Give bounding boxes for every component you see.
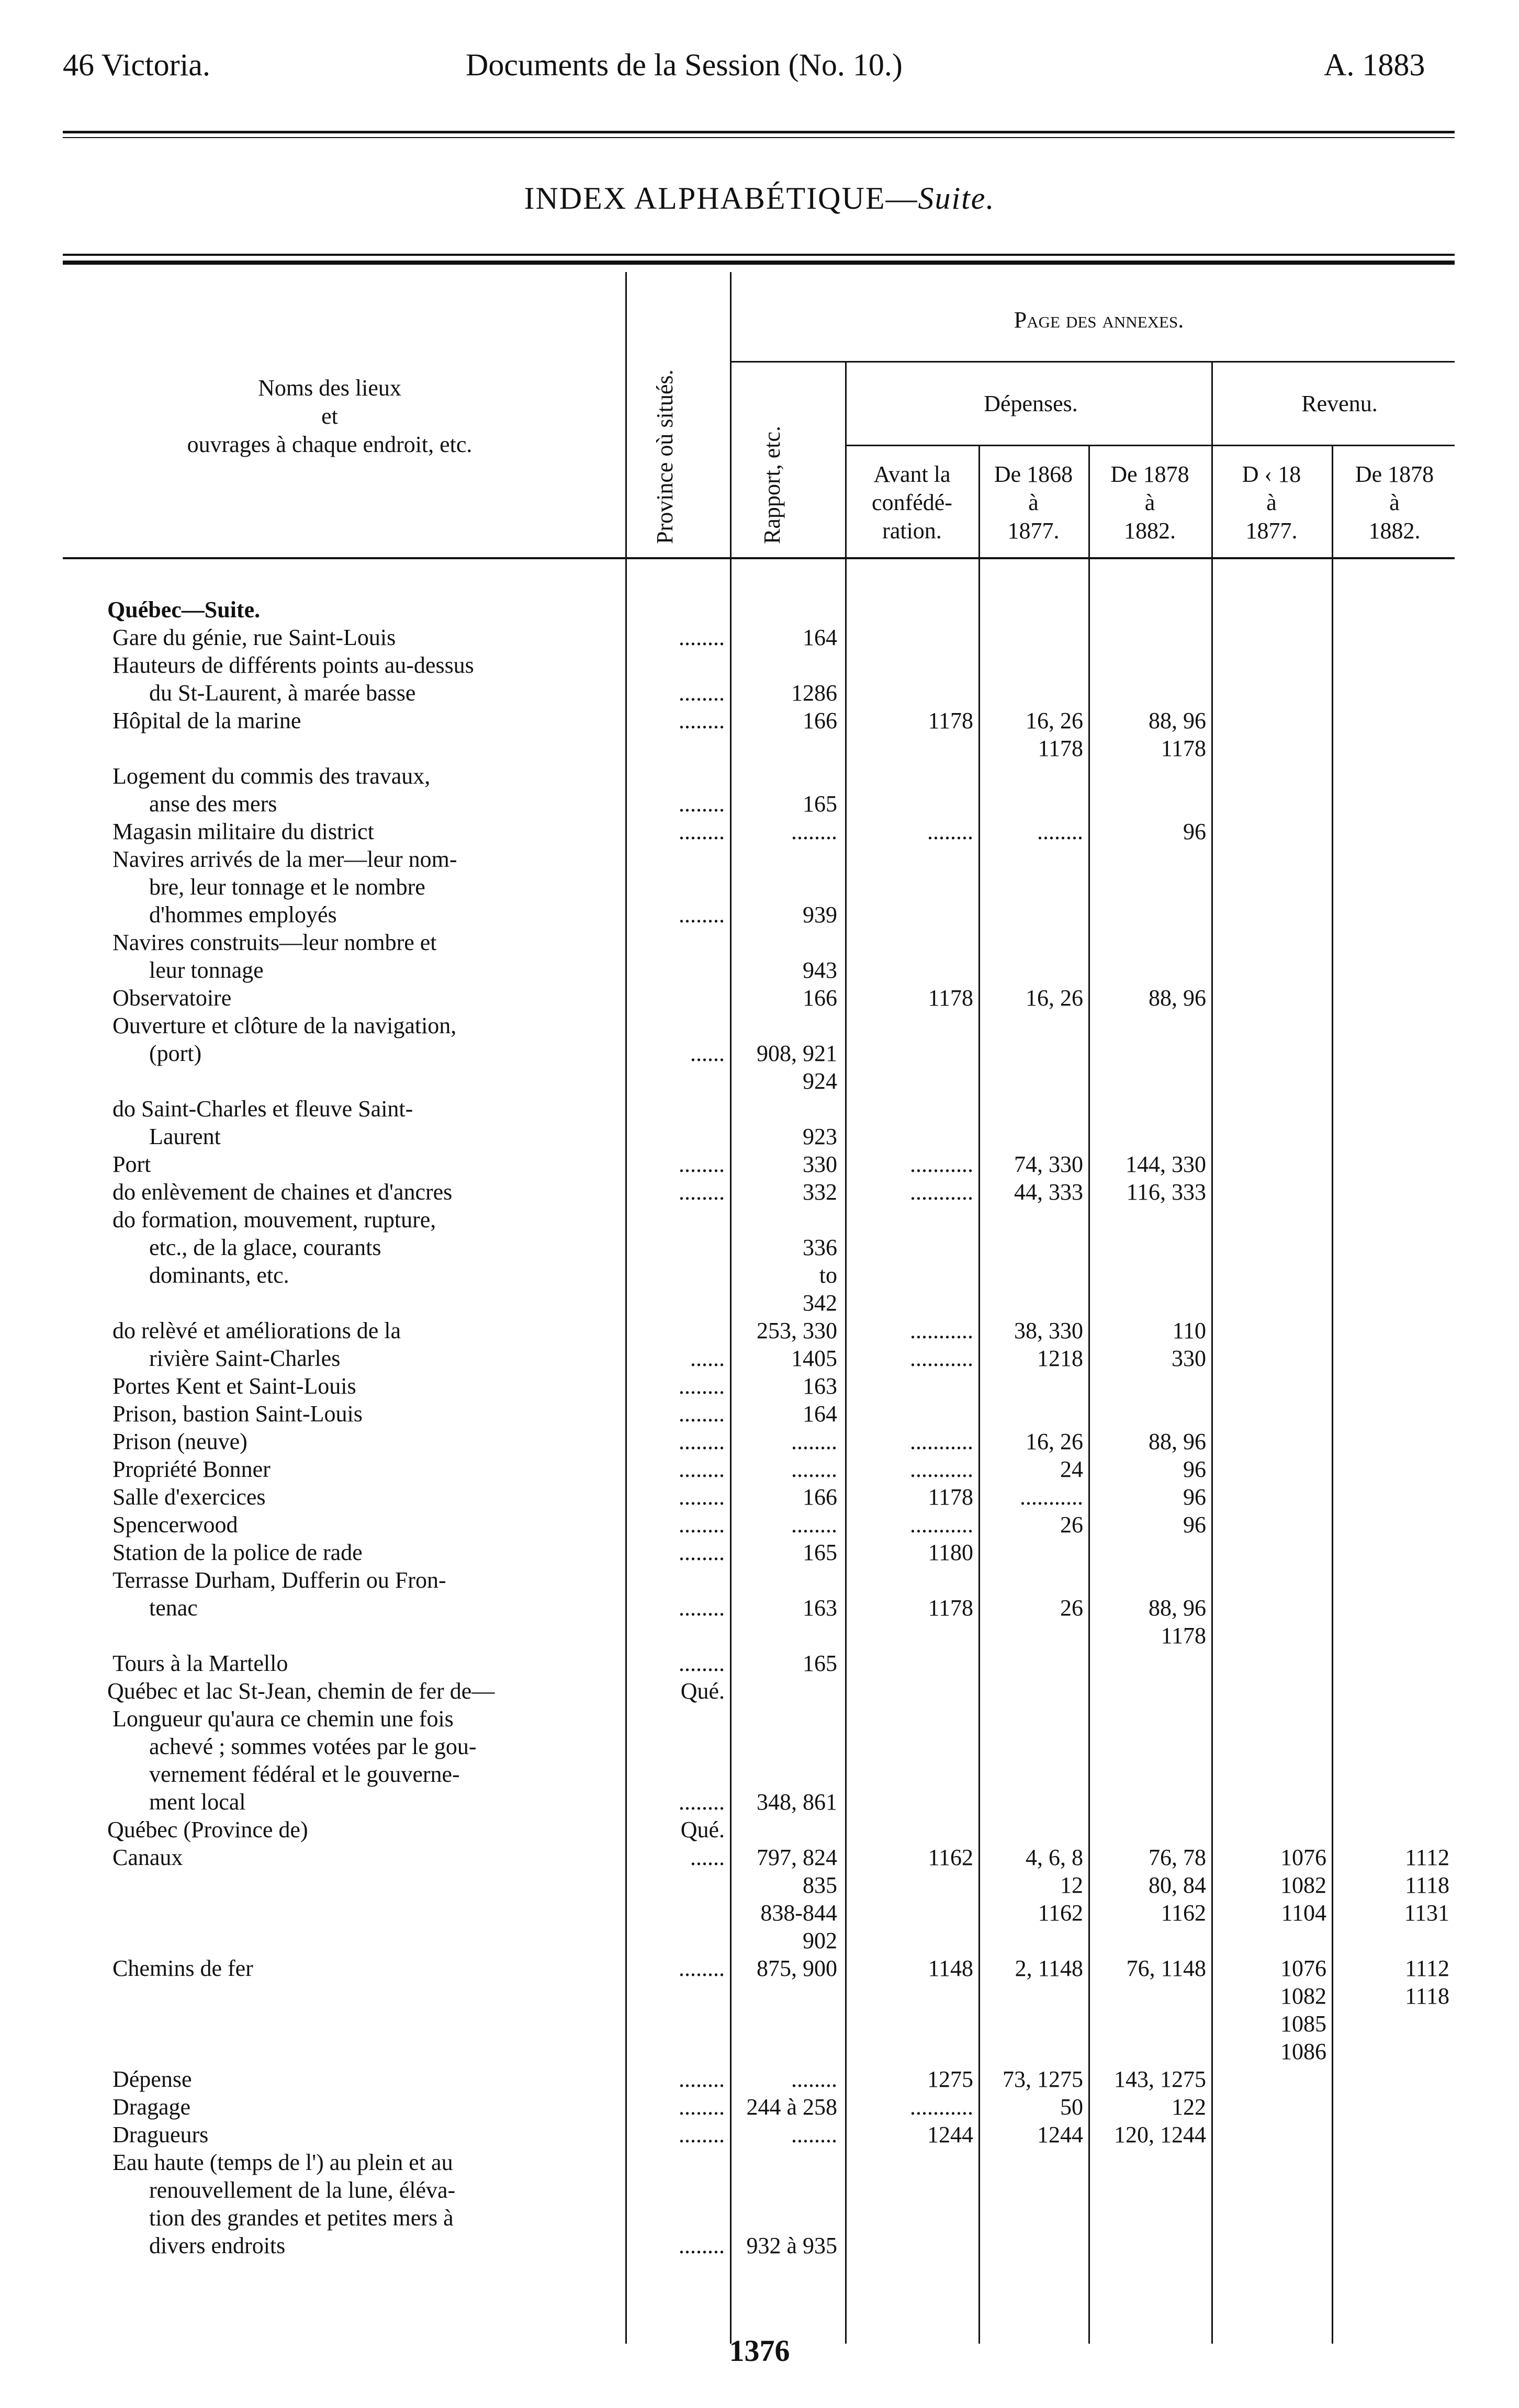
entry-name: Canaux <box>112 1845 183 1870</box>
entry-name: do Saint-Charles et fleuve Saint- <box>112 1096 413 1122</box>
cell-a: 1244 <box>927 2122 973 2147</box>
cell-v2: 1112 <box>1405 1955 1449 1981</box>
cell-d2: 96 <box>1183 1456 1206 1482</box>
entry-name: Navires construits—leur nombre et <box>112 930 437 955</box>
cell-v1: 1104 <box>1281 1900 1326 1926</box>
cell-v1: 1082 <box>1280 1872 1326 1898</box>
col-names-header <box>68 374 591 459</box>
cell-p: ........ <box>679 1512 725 1537</box>
cell-d2: 1178 <box>1161 736 1206 761</box>
col-page-annexes-header: Page des annexes. <box>1014 307 1184 333</box>
cell-p: ........ <box>679 1540 725 1565</box>
cell-p: ...... <box>690 1845 725 1870</box>
col-divider-1 <box>625 272 627 2344</box>
cell-r: 165 <box>803 791 837 817</box>
entry-name: Laurent <box>149 1124 221 1149</box>
cell-p: ........ <box>679 1429 725 1454</box>
cell-p: ........ <box>679 625 725 650</box>
cell-r: 166 <box>803 985 837 1011</box>
cell-p: ........ <box>679 1456 725 1482</box>
entry-heading: Québec—Suite. <box>107 597 261 623</box>
entry-name: Tours à la Martello <box>112 1650 288 1676</box>
entry-name: rivière Saint-Charles <box>149 1346 341 1371</box>
entry-name: Chemins de fer <box>112 1955 253 1981</box>
cell-r: 164 <box>803 1401 837 1427</box>
cell-d2: 96 <box>1183 819 1206 844</box>
cell-d2: 144, 330 <box>1126 1151 1206 1177</box>
col-rev1878-l2: à <box>1389 490 1400 515</box>
cell-d2: 88, 96 <box>1149 1429 1206 1454</box>
cell-d1: ........ <box>1037 819 1083 844</box>
cell-d1: 16, 26 <box>1026 985 1083 1011</box>
cell-v2: 1118 <box>1405 1872 1449 1898</box>
col-divider-5 <box>1088 445 1090 2344</box>
col-divider-7 <box>1332 445 1333 2344</box>
header-center: Documents de la Session (No. 10.) <box>466 48 903 82</box>
cell-r: 1286 <box>791 680 837 706</box>
cell-p: ........ <box>679 1650 725 1676</box>
cell-a: 1178 <box>928 708 973 733</box>
cell-a: ........... <box>910 1179 973 1205</box>
cell-d1: 16, 26 <box>1026 1429 1083 1454</box>
cell-r: ........ <box>791 1456 837 1482</box>
cell-d2: 88, 96 <box>1149 708 1206 733</box>
cell-p: ........ <box>679 1955 725 1981</box>
col-dep1868-l2: à <box>1028 490 1039 515</box>
cell-a: 1275 <box>927 2066 973 2092</box>
entry-name: ment local <box>149 1789 246 1815</box>
entry-name: d'hommes employés <box>149 902 337 928</box>
cell-d1: 12 <box>1060 1872 1083 1898</box>
entry-name: Eau haute (temps de l') au plein et au <box>112 2150 453 2175</box>
entry-name: anse des mers <box>149 791 277 817</box>
col-rev1878-header <box>1334 460 1455 545</box>
entry-name: leur tonnage <box>149 957 264 983</box>
entry-name: Hôpital de la marine <box>112 708 301 733</box>
cell-d1: 44, 333 <box>1014 1179 1083 1205</box>
col-rev1878-l3: 1882. <box>1368 518 1421 544</box>
cell-r: 838-844 <box>760 1900 837 1926</box>
col-rev1878-l1: De 1878 <box>1355 461 1434 487</box>
cell-r: ........ <box>791 2122 837 2147</box>
cell-a: 1178 <box>928 1484 973 1510</box>
col-divider-6 <box>1211 361 1213 2344</box>
cell-p: ........ <box>679 708 725 733</box>
cell-r: 342 <box>803 1290 837 1316</box>
cell-d2: 76, 1148 <box>1126 1955 1206 1981</box>
cell-d1: 1178 <box>1038 736 1083 761</box>
cell-r: 165 <box>803 1540 837 1565</box>
cell-d2: 88, 96 <box>1149 985 1206 1011</box>
cell-d1: 16, 26 <box>1026 708 1083 733</box>
header-left: 46 Victoria. <box>63 48 210 82</box>
cell-d1: 50 <box>1060 2094 1083 2120</box>
cell-r: 165 <box>803 1650 837 1676</box>
cell-r: 923 <box>803 1124 837 1149</box>
entry-name: Portes Kent et Saint-Louis <box>112 1373 356 1399</box>
cell-r: 1405 <box>791 1346 837 1371</box>
cell-r: 908, 921 <box>757 1041 837 1066</box>
cell-v1: 1076 <box>1280 1845 1326 1870</box>
cell-d2: 120, 1244 <box>1114 2122 1206 2147</box>
col-dep1868-header <box>981 460 1086 545</box>
entry-name: tion des grandes et petites mers à <box>149 2205 454 2231</box>
title-main: INDEX ALPHABÉTIQUE— <box>524 181 918 216</box>
cell-d2: 122 <box>1172 2094 1206 2120</box>
cell-r: ........ <box>791 819 837 844</box>
cell-v1: 1076 <box>1280 1955 1326 1981</box>
cell-a: ........... <box>910 1318 973 1343</box>
entry-name: Dragage <box>112 2094 191 2120</box>
cell-r: 166 <box>803 708 837 733</box>
cell-d1: 26 <box>1060 1595 1083 1621</box>
entry-name: Observatoire <box>112 985 232 1011</box>
cell-a: 1180 <box>928 1540 973 1565</box>
cell-a: ........ <box>927 819 973 844</box>
entry-name: renouvellement de la lune, éléva- <box>149 2177 456 2203</box>
cell-v2: 1131 <box>1404 1900 1449 1926</box>
cell-p: ........ <box>679 1179 725 1205</box>
cell-a: ........... <box>910 1456 973 1482</box>
cell-v1: 1085 <box>1280 2011 1326 2037</box>
cell-d1: 74, 330 <box>1014 1151 1083 1177</box>
col-divider-2 <box>730 272 732 2344</box>
cell-p: ........ <box>679 819 725 844</box>
entry-name: (port) <box>149 1041 202 1066</box>
col-divider-4 <box>978 445 980 2344</box>
entry-name: vernement fédéral et le gouverne- <box>149 1761 460 1787</box>
page-number: 1376 <box>729 2334 790 2368</box>
col-names-line3: ouvrages à chaque endroit, etc. <box>187 432 472 457</box>
entry-name: dominants, etc. <box>149 1262 289 1288</box>
cell-p: ...... <box>690 1041 725 1066</box>
page-title <box>0 180 1519 217</box>
col-rev1868-l1: D ‹ 18 <box>1242 461 1301 487</box>
header-rule <box>63 131 1455 133</box>
cell-r: 924 <box>803 1068 837 1094</box>
entry-name: do enlèvement de chaines et d'ancres <box>112 1179 453 1205</box>
cell-d1: ........... <box>1020 1484 1083 1510</box>
col-avant-l2: confédé- <box>872 490 952 515</box>
cell-p: ........ <box>679 1789 725 1815</box>
entry-name: Salle d'exercices <box>112 1484 266 1510</box>
entry-name: tenac <box>149 1595 198 1621</box>
cell-r: 348, 861 <box>757 1789 837 1815</box>
col-rev1868-l3: 1877. <box>1245 518 1298 544</box>
entry-name: Prison (neuve) <box>112 1429 247 1454</box>
cell-a: 1178 <box>928 985 973 1011</box>
header-rule-thin <box>63 137 1455 138</box>
entry-name: divers endroits <box>149 2233 286 2258</box>
col-dep1878-l1: De 1878 <box>1110 461 1189 487</box>
entry-name: Gare du génie, rue Saint-Louis <box>112 625 396 650</box>
entry-name: Dépense <box>112 2066 192 2092</box>
col-depenses-header: Dépenses. <box>984 391 1078 416</box>
cell-r: 166 <box>803 1484 837 1510</box>
cell-r: 943 <box>803 957 837 983</box>
col-dep1878-l3: 1882. <box>1124 518 1176 544</box>
cell-d1: 1218 <box>1037 1346 1083 1371</box>
col-avant-l3: ration. <box>882 518 942 544</box>
cell-r: ........ <box>791 1512 837 1537</box>
cell-p: ........ <box>679 1595 725 1621</box>
cell-v1: 1082 <box>1280 1983 1326 2009</box>
cell-v1: 1086 <box>1280 2039 1326 2064</box>
cell-r: 932 à 935 <box>746 2233 837 2258</box>
cell-p: ........ <box>679 2122 725 2147</box>
cell-r: 797, 824 <box>757 1845 837 1870</box>
entry-name: Propriété Bonner <box>112 1456 271 1482</box>
col-dep1868-l3: 1877. <box>1007 518 1060 544</box>
entry-heading: Québec (Province de) <box>107 1817 308 1842</box>
col-names-line2: et <box>321 403 338 429</box>
cell-r: 875, 900 <box>757 1955 837 1981</box>
cell-r: 902 <box>803 1928 837 1953</box>
entry-name: Dragueurs <box>112 2122 209 2147</box>
header-right: A. 1883 <box>1324 48 1425 82</box>
cell-v2: 1118 <box>1405 1983 1449 2009</box>
cell-p: ........ <box>679 791 725 817</box>
header-divider-sub <box>847 445 1455 446</box>
entry-name: Ouverture et clôture de la navigation, <box>112 1013 457 1038</box>
cell-a: ........... <box>910 2094 973 2120</box>
entry-name: Navires arrivés de la mer—leur nom- <box>112 846 457 872</box>
cell-r: 163 <box>803 1595 837 1621</box>
title-italic: Suite. <box>918 181 995 216</box>
entry-name: Hauteurs de différents points au-dessus <box>112 652 474 678</box>
cell-d2: 88, 96 <box>1149 1595 1206 1621</box>
entry-name: Longueur qu'aura ce chemin une fois <box>112 1706 454 1732</box>
entry-name: Port <box>112 1151 151 1177</box>
cell-p: ........ <box>679 1401 725 1427</box>
entry-name: Prison, bastion Saint-Louis <box>112 1401 363 1427</box>
cell-r: 332 <box>803 1179 837 1205</box>
col-rev1868-l2: à <box>1266 490 1277 515</box>
cell-d2: 76, 78 <box>1149 1845 1206 1870</box>
cell-v2: 1112 <box>1405 1845 1449 1870</box>
cell-a: 1148 <box>928 1955 973 1981</box>
cell-d1: 26 <box>1060 1512 1083 1537</box>
cell-d2: 330 <box>1172 1346 1206 1371</box>
cell-p: ........ <box>679 1484 725 1510</box>
entry-name: Spencerwood <box>112 1512 238 1537</box>
cell-r: 939 <box>803 902 837 928</box>
cell-r: to <box>819 1262 837 1288</box>
col-revenu-header: Revenu. <box>1301 391 1378 416</box>
cell-a: ........... <box>910 1346 973 1371</box>
col-dep1878-header <box>1091 460 1209 545</box>
cell-a: ........... <box>910 1512 973 1537</box>
col-avant-header <box>847 460 977 545</box>
header-bottom-rule <box>63 557 1455 559</box>
cell-r: 336 <box>803 1235 837 1260</box>
cell-r: ........ <box>791 1429 837 1454</box>
col-avant-l1: Avant la <box>873 461 951 487</box>
cell-r: ........ <box>791 2066 837 2092</box>
cell-d2: 1178 <box>1161 1623 1206 1648</box>
cell-d2: 116, 333 <box>1126 1179 1206 1205</box>
col-dep1878-l2: à <box>1144 490 1155 515</box>
cell-d1: 2, 1148 <box>1015 1955 1083 1981</box>
cell-d1: 38, 330 <box>1014 1318 1083 1343</box>
cell-d2: 1162 <box>1161 1900 1206 1926</box>
cell-d2: 80, 84 <box>1149 1872 1206 1898</box>
cell-r: 253, 330 <box>757 1318 837 1343</box>
cell-d1: 73, 1275 <box>1003 2066 1083 2092</box>
cell-d2: 143, 1275 <box>1114 2066 1206 2092</box>
cell-d2: 96 <box>1183 1512 1206 1537</box>
cell-d1: 24 <box>1060 1456 1083 1482</box>
cell-d2: 110 <box>1172 1318 1206 1343</box>
entry-name: do relèvé et améliorations de la <box>112 1318 401 1343</box>
entry-name: bre, leur tonnage et le nombre <box>149 874 425 900</box>
cell-d2: 96 <box>1183 1484 1206 1510</box>
cell-a: ........... <box>910 1151 973 1177</box>
entry-name: du St-Laurent, à marée basse <box>149 680 416 706</box>
cell-p: ........ <box>679 2233 725 2258</box>
cell-a: 1178 <box>928 1595 973 1621</box>
entry-name: Logement du commis des travaux, <box>112 763 431 789</box>
cell-p: ........ <box>679 1373 725 1399</box>
entry-name: Station de la police de rade <box>112 1540 363 1565</box>
cell-d1: 1162 <box>1038 1900 1083 1926</box>
header-divider-annexes <box>730 361 1455 363</box>
cell-d1: 4, 6, 8 <box>1026 1845 1083 1870</box>
col-dep1868-l1: De 1868 <box>994 461 1073 487</box>
cell-p: ........ <box>679 2094 725 2120</box>
cell-p: ........ <box>679 680 725 706</box>
cell-a: ........... <box>910 1429 973 1454</box>
cell-p: Qué. <box>680 1817 725 1842</box>
cell-p: ...... <box>690 1346 725 1371</box>
cell-r: 330 <box>803 1151 837 1177</box>
cell-r: 164 <box>803 625 837 650</box>
col-names-line1: Noms des lieux <box>258 375 401 401</box>
cell-p: ........ <box>679 2066 725 2092</box>
entry-heading: Québec et lac St-Jean, chemin de fer de— <box>107 1678 495 1704</box>
title-rule-thick <box>63 261 1455 265</box>
col-rev1868-header <box>1214 460 1329 545</box>
col-rapport-header: Rapport, etc. <box>759 425 785 544</box>
col-province-header: Province où situés. <box>652 369 678 544</box>
cell-p: Qué. <box>680 1678 725 1704</box>
entry-name: etc., de la glace, courants <box>149 1235 381 1260</box>
entry-name: do formation, mouvement, rupture, <box>112 1207 436 1233</box>
cell-p: ........ <box>679 902 725 928</box>
entry-name: Magasin militaire du district <box>112 819 374 844</box>
entry-name: Terrasse Durham, Dufferin ou Fron- <box>112 1567 446 1593</box>
col-divider-3 <box>845 361 847 2344</box>
cell-r: 163 <box>803 1373 837 1399</box>
cell-r: 244 à 258 <box>746 2094 837 2120</box>
title-rule <box>63 254 1455 256</box>
cell-a: 1162 <box>928 1845 973 1870</box>
entry-name: achevé ; sommes votées par le gou- <box>149 1734 477 1759</box>
cell-d1: 1244 <box>1037 2122 1083 2147</box>
cell-r: 835 <box>803 1872 837 1898</box>
cell-p: ........ <box>679 1151 725 1177</box>
